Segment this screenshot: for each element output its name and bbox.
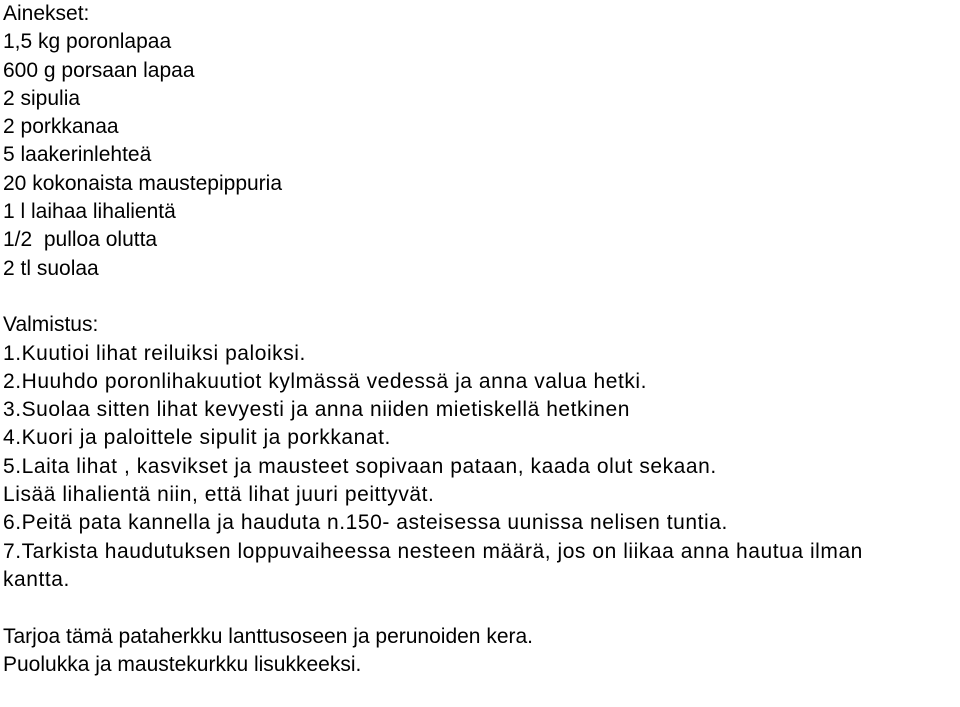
method-step: 7.Tarkista haudutuksen loppuvaiheessa nesteen määrä, jos on liikaa anna hautua ilman [3, 539, 863, 563]
method-step: 1.Kuutioi lihat reiluiksi paloiksi. [3, 341, 306, 365]
ingredients-heading: Ainekset: [3, 2, 90, 25]
method-step: 3.Suolaa sitten lihat kevyesti ja anna niiden mietiskellä hetkinen [3, 398, 630, 422]
ingredient-item: 20 kokonaista maustepippuria [3, 171, 283, 195]
method-step: 5.Laita lihat , kasvikset ja mausteet sopivaan pataan, kaada olut sekaan. [3, 454, 717, 478]
method-section [3, 311, 958, 594]
section-spacer [3, 594, 958, 622]
method-step: 4.Kuori ja paloittele sipulit ja porkkanat. [3, 426, 391, 450]
method-step: Lisää lihalientä niin, että lihat juuri peittyvät. [3, 483, 435, 507]
ingredients-section [3, 0, 958, 283]
serving-section [3, 623, 958, 680]
ingredient-item: 5 laakerinlehteä [3, 143, 152, 167]
ingredient-item: 600 g porsaan lapaa [3, 58, 195, 82]
method-heading: Valmistus: [3, 313, 99, 337]
serving-line: Tarjoa tämä pataherkku lanttusoseen ja perunoiden kera. [3, 624, 534, 648]
ingredient-item: 2 porkkanaa [3, 115, 119, 139]
method-step: kantta. [3, 567, 70, 591]
ingredient-item: 1,5 kg poronlapaa [3, 30, 172, 54]
method-step: 2.Huuhdo poronlihakuutiot kylmässä vedessä ja anna valua hetki. [3, 369, 648, 393]
ingredient-item: 2 sipulia [3, 86, 81, 110]
section-spacer [3, 283, 958, 311]
serving-line: Puolukka ja maustekurkku lisukkeeksi. [3, 652, 362, 676]
ingredient-item: 2 tl suolaa [3, 256, 99, 280]
method-step: 6.Peitä pata kannella ja hauduta n.150- asteisessa uunissa nelisen tuntia. [3, 511, 728, 535]
ingredient-item: 1 l laihaa lihalientä [3, 200, 176, 224]
ingredient-item: 1/2 pulloa olutta [3, 228, 158, 252]
recipe-document [3, 0, 958, 679]
